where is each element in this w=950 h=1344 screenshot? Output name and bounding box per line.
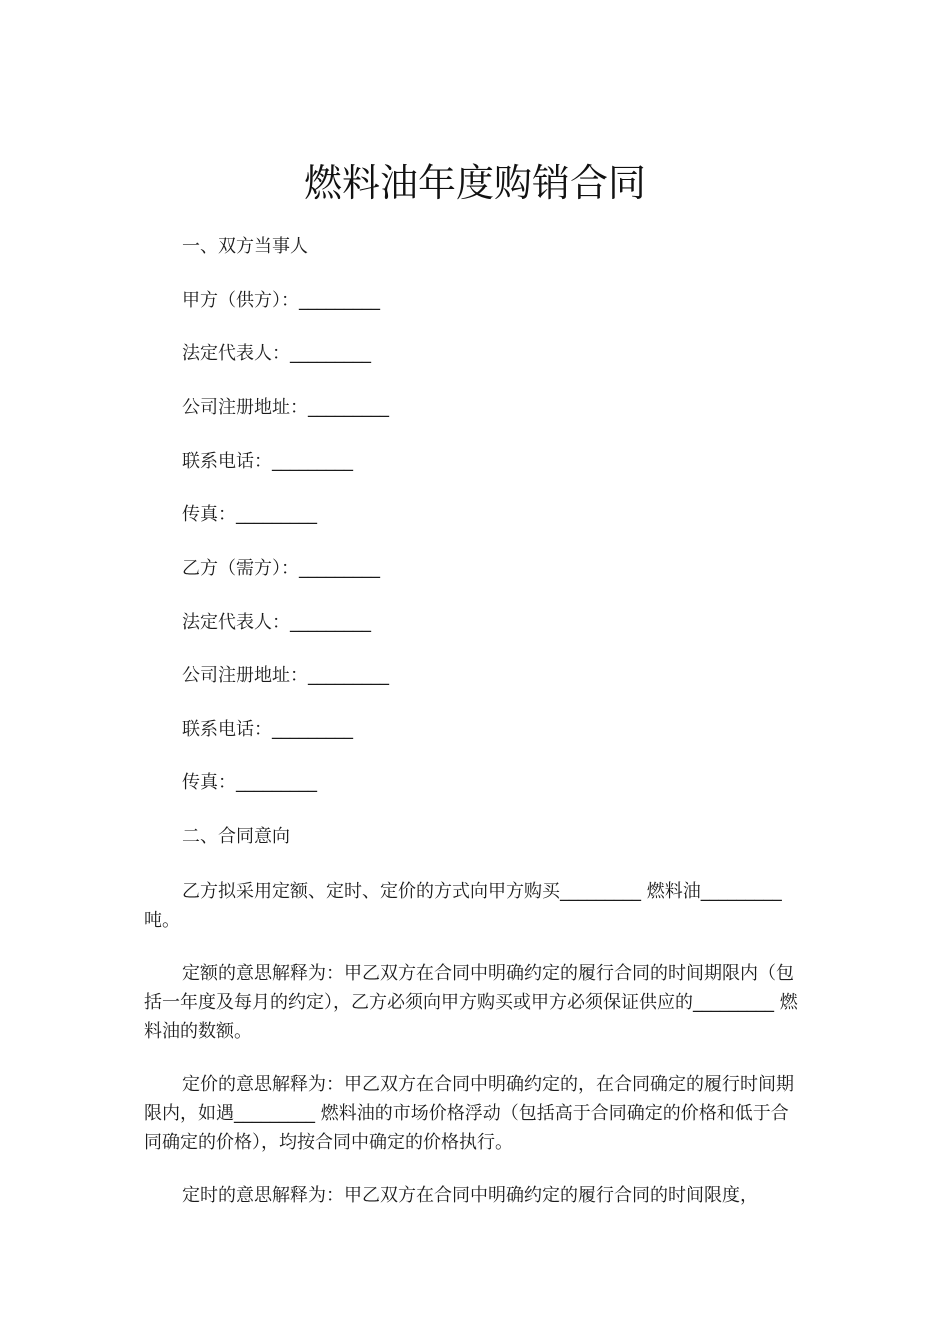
party-b-name-line: 乙方（需方）：_________: [182, 558, 380, 579]
party-a-phone-line: 联系电话：_________: [182, 451, 353, 472]
party-b-phone-line: 联系电话：_________: [182, 719, 353, 740]
paragraph-purchase-intent: 乙方拟采用定额、定时、定价的方式向甲方购买_________ 燃料油_________ 吨。: [144, 881, 782, 931]
section-heading-intent: 二、合同意向: [182, 826, 290, 847]
document-title: 燃料油年度购销合同: [303, 161, 646, 205]
party-a-representative-line: 法定代表人：_________: [182, 343, 371, 364]
party-b-fax-line: 传真：_________: [182, 772, 317, 793]
party-a-name-line: 甲方（供方）：_________: [182, 290, 380, 311]
paragraph-quota-definition: 定额的意思解释为：甲乙双方在合同中明确约定的履行合同的时间期限内（包括一年度及每月的约定），乙方必须向甲方购买或甲方必须保证供应的_________ 燃料油的数额。: [144, 963, 798, 1042]
party-b-address-line: 公司注册地址：_________: [182, 665, 389, 686]
party-b-representative-line: 法定代表人：_________: [182, 612, 371, 633]
paragraph-time-definition: 定时的意思解释为：甲乙双方在合同中明确约定的履行合同的时间限度，: [182, 1185, 758, 1206]
party-a-address-line: 公司注册地址：_________: [182, 397, 389, 418]
paragraph-price-definition: 定价的意思解释为：甲乙双方在合同中明确约定的，在合同确定的履行时间期限内，如遇_________ 燃料油的市场价格浮动（包括高于合同确定的价格和低于合同确定的价格），均按合同中确定的价格执行。: [144, 1074, 794, 1153]
party-a-fax-line: 传真：_________: [182, 504, 317, 525]
section-heading-parties: 一、双方当事人: [182, 236, 308, 257]
